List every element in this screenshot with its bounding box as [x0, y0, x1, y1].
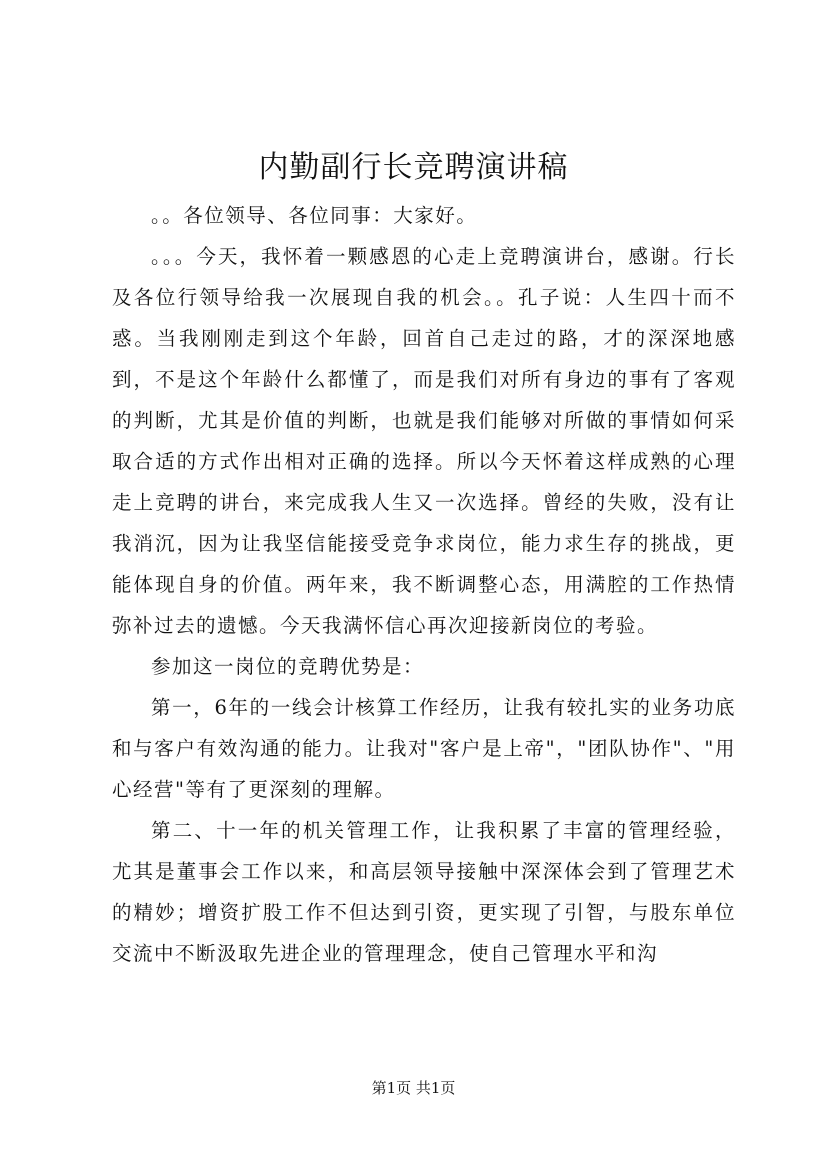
paragraph-greeting: 。。各位领导、各位同事：大家好。 [151, 204, 478, 227]
paragraph-advantages-heading: 参加这一岗位的竞聘优势是： [151, 655, 425, 678]
paragraph-intro: 。。。今天，我怀着一颗感恩的心走上竞聘演讲台，感谢。行长及各位行领导给我一次展现自我的机会。。孔子说：人生四十而不惑。当我刚刚走到这个年龄，回首自己走过的路，才的深深地感到，不是这个年龄什么都懂了，而是我们对所有身边的事有了客观的判断，尤其是价值的判断，也就是我们能够对所做的事情如何采取合适的方式作出相对正确的选择。所以今天怀着这样成熟的心理走上竞聘的讲台，来完成我人生又一次选择。曾经的失败，没有让我消沉，因为让我坚信能接受竞争求岗位，能力求生存的挑战，更能体现自身的价值。两年来，我不断调整心态，用满腔的工作热情弥补过去的遗憾。今天我满怀信心再次迎接新岗位的考验。 [112, 245, 736, 637]
paragraph-advantage-second: 第二、十一年的机关管理工作，让我积累了丰富的管理经验，尤其是董事会工作以来，和高层领导接触中深深体会到了管理艺术的精妙；增资扩股工作不但达到引资，更实现了引智，与股东单位交流中不断汲取先进企业的管理理念，使自己管理水平和沟 [112, 819, 736, 965]
document-body [112, 195, 736, 974]
page-number-footer: 第1页 共1页 [371, 1079, 456, 1097]
paragraph-advantage-first: 第一，6年的一线会计核算工作经历，让我有较扎实的业务功底和与客户有效沟通的能力。让我对"客户是上帝"，"团队协作"、"用心经营"等有了更深刻的理解。 [112, 696, 736, 801]
document-title: 内勤副行长竞聘演讲稿 [258, 150, 569, 185]
